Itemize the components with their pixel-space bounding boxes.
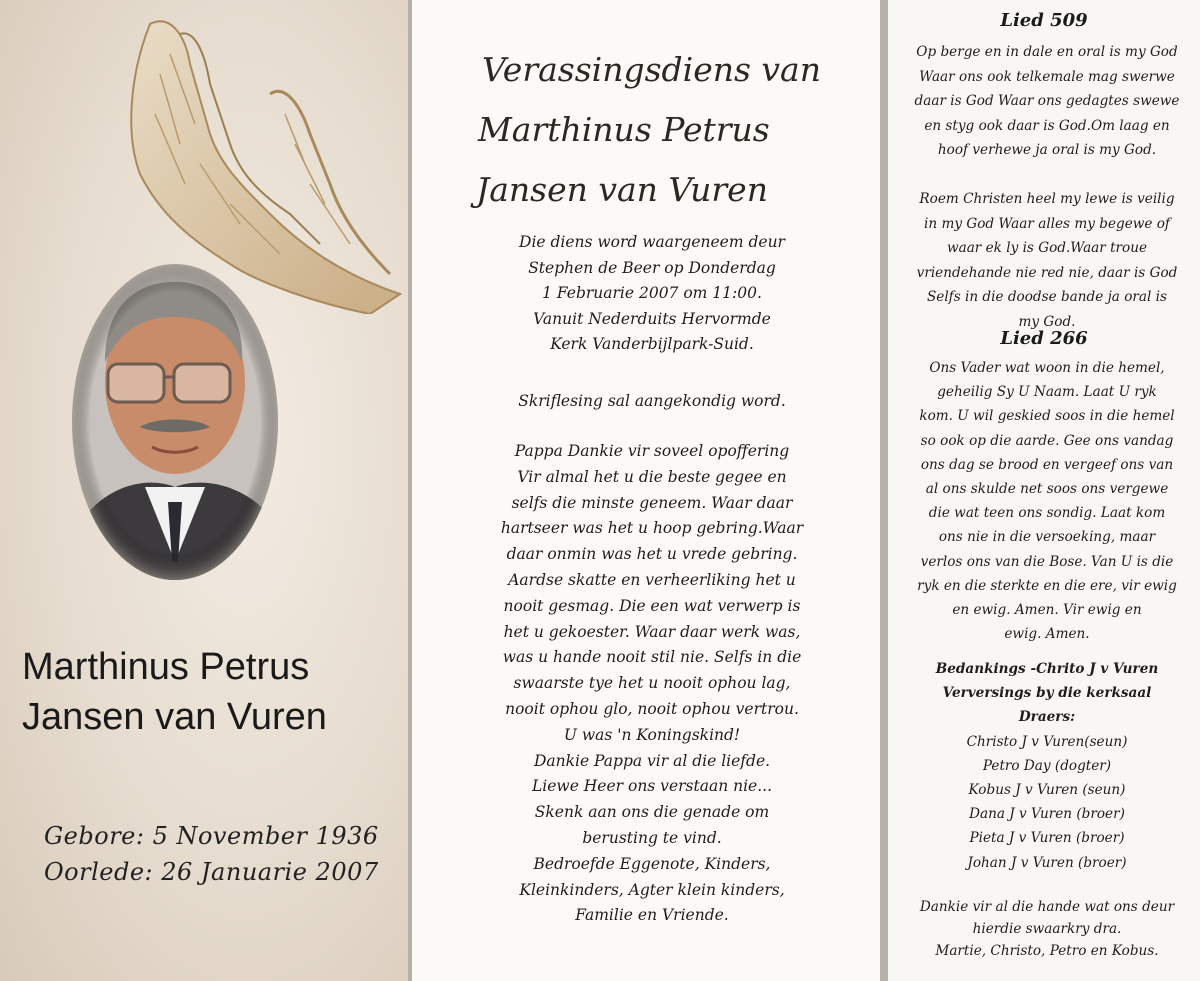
- bearer: Petro Day (dogter): [982, 757, 1112, 774]
- hymn-line: verlos ons van die Bose. Van U is die: [920, 553, 1174, 570]
- hymn-line: en ewig. Amen. Vir ewig en: [952, 602, 1142, 619]
- thanks-note: [906, 896, 1188, 962]
- poem-line: selfs die minste geneem. Waar daar: [511, 493, 793, 512]
- poem-line: hartseer was het u hoop gebring.Waar: [500, 519, 804, 538]
- hymn-line: vriendehande nie red nie, daar is God: [916, 264, 1178, 281]
- hymn-line: Selfs in die doodse bande ja oral is: [926, 289, 1168, 306]
- death-date: Oorlede: 26 Januarie 2007: [44, 858, 379, 886]
- poem-line: Aardse skatte en verheerliking het u: [508, 570, 796, 589]
- hymn-line: so ook op die aarde. Gee ons vandag: [920, 432, 1174, 449]
- bearer: Kobus J v Vuren (seun): [968, 782, 1126, 799]
- hymn-line: hoof verhewe ja oral is my God.: [937, 142, 1157, 159]
- hymn-266-text: [906, 356, 1188, 646]
- hymns-panel: [888, 0, 1200, 981]
- credit-line: Verversings by die kerksaal: [942, 685, 1152, 702]
- poem-line: Liewe Heer ons verstaan nie...: [532, 777, 772, 796]
- bearer: Christo J v Vuren(seun): [966, 733, 1128, 750]
- hymn-line: Op berge en in dale en oral is my God: [916, 44, 1178, 60]
- poem-line: was u hande nooit stil nie. Selfs in die: [502, 648, 802, 667]
- service-line: 1 Februarie 2007 om 11:00.: [542, 284, 762, 302]
- hymn-line: al ons skulde net soos ons vergewe: [925, 481, 1169, 498]
- poem-line: berusting te vind.: [582, 828, 722, 847]
- hymn-line: my God.: [1018, 313, 1076, 330]
- hymn-line: ons nie in die versoeking, maar: [938, 529, 1156, 546]
- poem-line: swaarste tye het u nooit ophou lag,: [513, 674, 791, 693]
- service-title: [472, 40, 872, 220]
- thanks-line: Martie, Christo, Petro en Kobus.: [935, 943, 1159, 959]
- poem-line: Familie en Vriende.: [575, 906, 729, 925]
- bearer: Johan J v Vuren (broer): [967, 854, 1127, 871]
- service-line: Stephen de Beer op Donderdag: [528, 258, 776, 277]
- poem-line: daar onmin was het u vrede gebring.: [506, 545, 798, 564]
- life-dates: [44, 818, 404, 890]
- hymn-509-title: Lied 509: [1000, 10, 1088, 31]
- poem-line: Pappa Dankie vir soveel opoffering: [514, 442, 790, 460]
- hymn-line: die wat teen ons sondig. Laat kom: [928, 505, 1166, 522]
- hymn-line: ewig. Amen.: [1004, 626, 1090, 643]
- poem-line: Bedroefde Eggenote, Kinders,: [533, 854, 771, 873]
- poem-line: Vir almal het u die beste gegee en: [517, 467, 787, 486]
- hymn-509-text: [906, 40, 1188, 335]
- poem-line: U was 'n Koningskind!: [563, 725, 741, 744]
- cover-panel: [0, 0, 408, 981]
- thanks-line: hierdie swaarkry dra.: [972, 921, 1122, 937]
- poem-line: nooit gesmag. Die een wat verwerp is: [503, 596, 801, 615]
- credit-line: Bedankings -Chrito J v Vuren: [935, 661, 1159, 677]
- bearers-heading: Draers:: [1018, 709, 1076, 726]
- poem-line: Kleinkinders, Agter klein kinders,: [519, 880, 785, 899]
- poem-line: het u gekoester. Waar daar werk was,: [503, 622, 801, 641]
- deceased-name: [22, 642, 402, 742]
- poem-line: Skenk aan ons die genade om: [534, 803, 770, 822]
- hymn-line: waar ek ly is God.Waar troue: [946, 240, 1148, 257]
- bearer: Pieta J v Vuren (broer): [969, 830, 1125, 847]
- scripture-note: Skriflesing sal aangekondig word.: [518, 392, 786, 410]
- hymn-line: Waar ons ook telkemale mag swerwe: [919, 68, 1175, 85]
- hymn-line: Ons Vader wat woon in die hemel,: [929, 360, 1165, 376]
- birth-date: Gebore: 5 November 1936: [44, 822, 379, 850]
- hymn-line: en styg ook daar is God.Om laag en: [924, 117, 1170, 134]
- hymn-line: in my God Waar alles my begewe of: [924, 215, 1170, 232]
- title-line-3: Jansen van Vuren: [476, 170, 768, 209]
- hymn-line: ons dag se brood en vergeef ons van: [920, 456, 1174, 473]
- tribute-poem: [452, 439, 852, 929]
- hymn-line: ryk en die sterkte en die ere, vir ewig: [917, 577, 1177, 594]
- name-line-1: Marthinus Petrus: [22, 646, 310, 688]
- service-line: Kerk Vanderbijlpark-Suid.: [550, 335, 754, 353]
- title-line-2: Marthinus Petrus: [478, 110, 770, 149]
- hymn-line: Roem Christen heel my lewe is veilig: [919, 190, 1175, 207]
- bearer: Dana J v Vuren (broer): [969, 806, 1125, 823]
- service-line: Die diens word waargeneem deur: [519, 233, 785, 251]
- hymn-line: geheilig Sy U Naam. Laat U ryk: [937, 384, 1157, 401]
- hymn-266-title: Lied 266: [1000, 328, 1088, 349]
- name-line-2: Jansen van Vuren: [22, 696, 327, 738]
- title-line-1: Verassingsdiens van: [482, 50, 821, 89]
- portrait-photo: [70, 262, 280, 582]
- poem-line: Dankie Pappa vir al die liefde.: [533, 751, 771, 770]
- hymn-line: daar is God Waar ons gedagtes swewe: [914, 93, 1180, 110]
- hymn-line: kom. U wil geskied soos in die hemel: [919, 408, 1175, 425]
- service-details: [452, 230, 852, 358]
- credits: [906, 657, 1188, 875]
- poem-line: nooit ophou glo, nooit ophou vertrou.: [505, 699, 799, 718]
- fold-line: [880, 0, 888, 981]
- thanks-line: Dankie vir al die hande wat ons deur: [919, 899, 1175, 915]
- service-panel: [412, 0, 880, 981]
- service-line: Vanuit Nederduits Hervormde: [533, 309, 771, 328]
